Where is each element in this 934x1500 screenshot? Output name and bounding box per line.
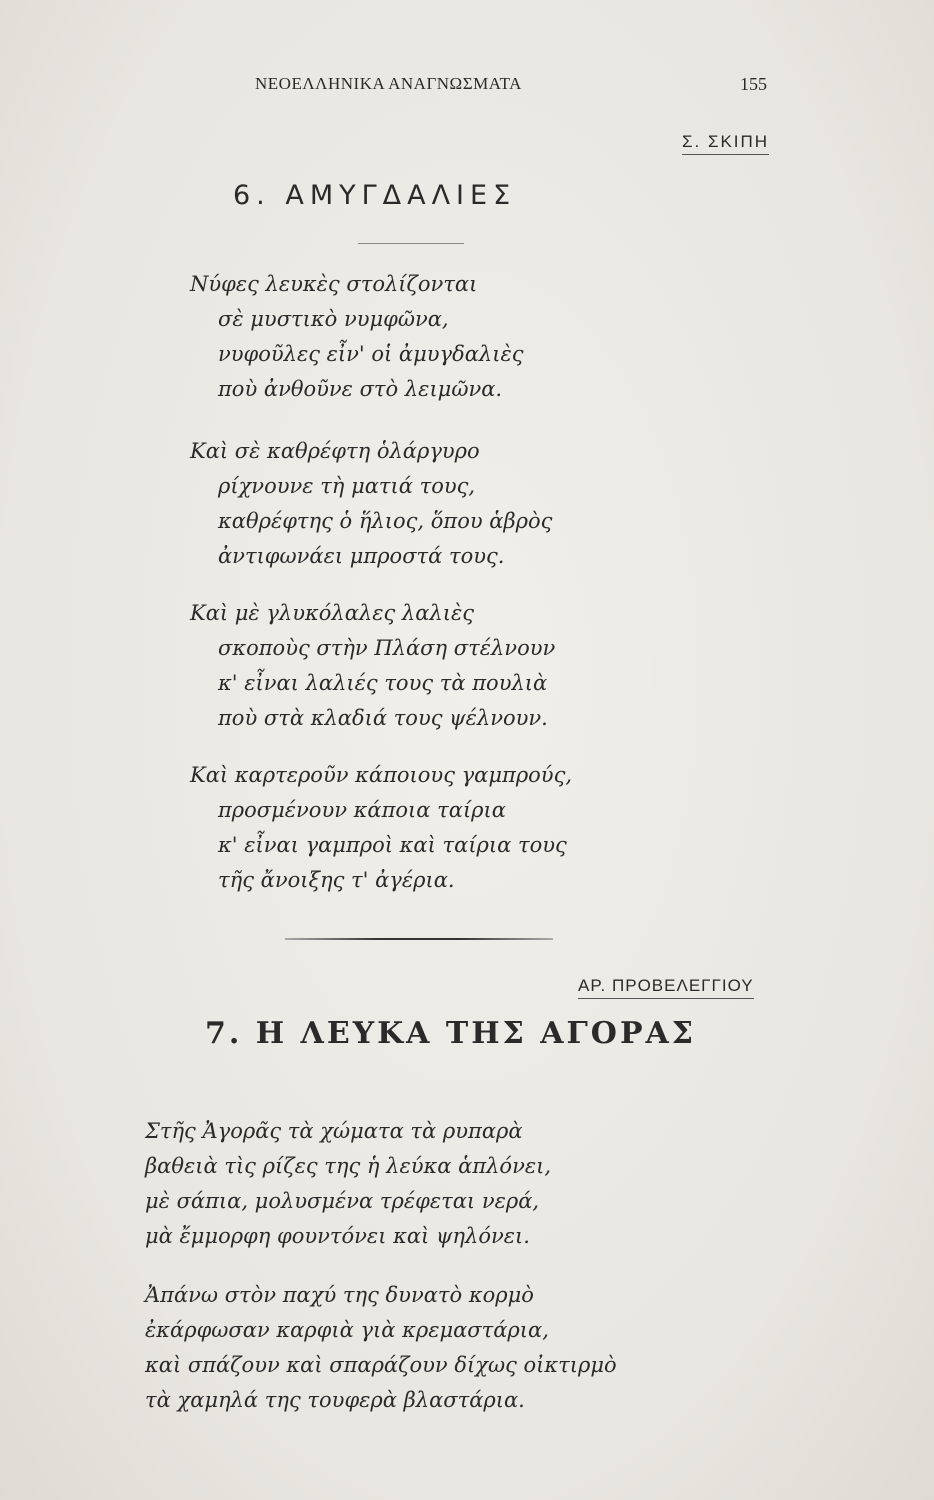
- stanza: [190, 596, 555, 736]
- verse-line: καὶ σπάζουν καὶ σπαράζουν δίχως οἰκτιρμὸ: [145, 1353, 617, 1377]
- verse-line: ρίχνουνε τὴ ματιά τους,: [218, 474, 476, 498]
- stanza: [145, 1278, 617, 1418]
- verse-line: σὲ μυστικὸ νυμφῶνα,: [218, 307, 449, 331]
- poem-title: 6. ΑΜΥΓΔΑΛΙΕΣ: [233, 180, 517, 211]
- poem-title: 7. Η ΛΕΥΚΑ ΤΗΣ ΑΓΟΡΑΣ: [205, 1016, 696, 1051]
- stanza: [190, 758, 572, 898]
- stanza: [145, 1114, 551, 1254]
- verse-line: σκοποὺς στὴν Πλάση στέλνουν: [218, 636, 556, 660]
- verse-line: τῆς ἄνοιξης τ' ἀγέρια.: [218, 868, 455, 892]
- poem-author: ΑΡ. ΠΡΟΒΕΛΕΓΓΙΟΥ: [578, 976, 754, 999]
- section-divider: [285, 938, 553, 940]
- verse-line: Νύφες λευκὲς στολίζονται: [190, 272, 478, 296]
- verse-line: τὰ χαμηλά της τουφερὰ βλαστάρια.: [145, 1388, 525, 1412]
- stanza: [190, 267, 523, 407]
- running-head: ΝΕΟΕΛΛΗΝΙΚΑ ΑΝΑΓΝΩΣΜΑΤΑ: [255, 74, 522, 93]
- verse-line: μὰ ἔμμορφη φουντόνει καὶ ψηλόνει.: [145, 1224, 530, 1248]
- verse-line: μὲ σάπια, μολυσμένα τρέφεται νερά,: [145, 1189, 540, 1213]
- verse-line: Καὶ σὲ καθρέφτη ὁλάργυρο: [190, 439, 480, 463]
- verse-line: κ' εἶναι γαμπροὶ καὶ ταίρια τους: [218, 833, 567, 857]
- title-divider: [358, 243, 464, 244]
- poem-author: Σ. ΣΚΙΠΗ: [682, 132, 769, 155]
- verse-line: Ἀπάνω στὸν παχύ της δυνατὸ κορμὸ: [145, 1283, 534, 1307]
- verse-line: Καὶ μὲ γλυκόλαλες λαλιὲς: [190, 601, 474, 625]
- verse-line: νυφοῦλες εἶν' οἱ ἀμυγδαλιὲς: [218, 342, 524, 366]
- verse-line: βαθειὰ τὶς ρίζες της ἡ λεύκα ἁπλόνει,: [145, 1154, 552, 1178]
- verse-line: ἐκάρφωσαν καρφιὰ γιὰ κρεμαστάρια,: [145, 1318, 549, 1342]
- verse-line: καθρέφτης ὁ ἥλιος, ὅπου ἁβρὸς: [218, 509, 553, 533]
- verse-line: ἀντιφωνάει μπροστά τους.: [218, 544, 505, 568]
- verse-line: Στῆς Ἀγορᾶς τὰ χώματα τὰ ρυπαρὰ: [145, 1119, 523, 1143]
- stanza: [190, 434, 552, 574]
- verse-line: ποὺ στὰ κλαδιά τους ψέλνουν.: [218, 706, 548, 730]
- verse-line: Καὶ καρτεροῦν κάποιους γαμπρούς,: [190, 763, 573, 787]
- page-number: 155: [740, 74, 767, 94]
- verse-line: κ' εἶναι λαλιές τους τὰ πουλιὰ: [218, 671, 548, 695]
- verse-line: ποὺ ἀνθοῦνε στὸ λειμῶνα.: [218, 377, 503, 401]
- verse-line: προσμένουν κάποια ταίρια: [218, 798, 506, 822]
